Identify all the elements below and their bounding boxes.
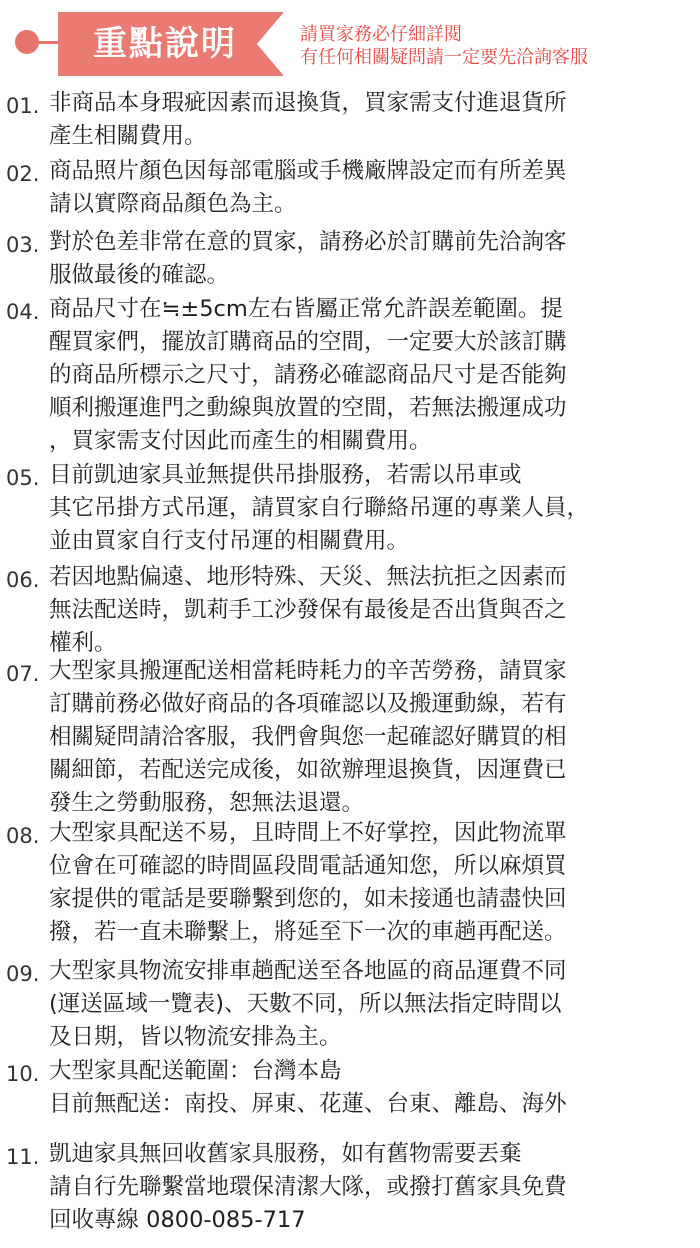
item-line: 目前無配送：南投、屏東、花蓮、台東、離島、海外 <box>49 1091 567 1117</box>
header <box>0 0 700 88</box>
item-line: (運送區域一覽表)、天數不同，所以無法指定時間以 <box>49 991 562 1017</box>
item-number: 03. <box>6 233 40 257</box>
item-text <box>49 293 689 458</box>
item-text <box>49 155 689 221</box>
item-line: 關細節，若配送完成後，如欲辦理退換貨，因運費已 <box>49 757 567 783</box>
item-line: 權利。 <box>49 630 117 656</box>
item-text <box>49 817 689 949</box>
item-line: 回收專線 0800-085-717 <box>49 1207 306 1233</box>
item-line: 對於色差非常在意的買家，請務必於訂購前先洽詢客 <box>49 229 567 255</box>
item-number: 01. <box>6 94 40 118</box>
item-line: 及日期，皆以物流安排為主。 <box>49 1024 342 1050</box>
item-line: 大型家具配送範圍：台灣本島 <box>49 1058 342 1084</box>
item-text <box>49 955 689 1054</box>
item-line: ，買家需支付因此而產生的相關費用。 <box>49 428 432 454</box>
item-number: 02. <box>6 162 40 186</box>
item-line: 凱迪家具無回收舊家具服務，如有舊物需要丟棄 <box>49 1141 522 1167</box>
item-line: 請自行先聯繫當地環保清潔大隊，或撥打舊家具免費 <box>49 1174 567 1200</box>
item-number: 08. <box>6 824 40 848</box>
item-line: 非商品本身瑕疵因素而退換貨，買家需支付進退貨所 <box>49 90 567 116</box>
page-title: 重點說明 <box>93 24 237 64</box>
item-line: 其它吊掛方式吊運，請買家自行聯絡吊運的專業人員， <box>49 495 590 521</box>
item-line: 若因地點偏遠、地形特殊、天災、無法抗拒之因素而 <box>49 564 567 590</box>
item-number: 11. <box>6 1145 40 1169</box>
item-line: 無法配送時，凱莉手工沙發保有最後是否出貨與否之 <box>49 597 567 623</box>
item-line: 家提供的電話是要聯繫到您的，如未接通也請盡快回 <box>49 886 567 912</box>
notice-line-1: 請買家務必仔細詳閱 <box>300 24 462 45</box>
item-line: 產生相關費用。 <box>49 123 207 149</box>
item-text <box>49 226 689 292</box>
item-line: 目前凱迪家具並無提供吊掛服務，若需以吊車或 <box>49 462 522 488</box>
item-line: 位會在可確認的時間區段間電話通知您，所以麻煩買 <box>49 853 567 879</box>
item-line: 大型家具物流安排車趟配送至各地區的商品運費不同 <box>49 958 567 984</box>
item-line: 請以實際商品顏色為主。 <box>49 191 297 217</box>
item-number: 10. <box>6 1062 40 1086</box>
item-text <box>49 1055 689 1121</box>
item-line: 並由買家自行支付吊運的相關費用。 <box>49 528 410 554</box>
item-text <box>49 655 689 820</box>
item-line: 訂購前務必做好商品的各項確認以及搬運動線，若有 <box>49 691 567 717</box>
item-line: 的商品所標示之尺寸，請務必確認商品尺寸是否能夠 <box>49 362 567 388</box>
item-number: 09. <box>6 962 40 986</box>
item-line: 醒買家們，擺放訂購商品的空間，一定要大於該訂購 <box>49 329 567 355</box>
item-text <box>49 459 689 558</box>
item-text <box>49 1138 689 1237</box>
item-number: 06. <box>6 568 40 592</box>
item-number: 07. <box>6 662 40 686</box>
item-line: 發生之勞動服務，恕無法退還。 <box>49 790 365 816</box>
notice-text <box>300 23 695 69</box>
item-line: 相關疑問請洽客服，我們會與您一起確認好購買的相 <box>49 724 567 750</box>
item-line: 商品照片顏色因每部電腦或手機廠牌設定而有所差異 <box>49 158 567 184</box>
item-number: 05. <box>6 466 40 490</box>
item-line: 服做最後的確認。 <box>49 262 230 288</box>
item-line: 順利搬運進門之動線與放置的空間，若無法搬運成功 <box>49 395 567 421</box>
item-line: 大型家具搬運配送相當耗時耗力的辛苦勞務，請買家 <box>49 658 567 684</box>
item-number: 04. <box>6 300 40 324</box>
item-line: 撥，若一直未聯繫上，將延至下一次的車趟再配送。 <box>49 919 567 945</box>
item-line: 商品尺寸在≒±5cm左右皆屬正常允許誤差範圍。提 <box>49 296 563 322</box>
notice-line-2: 有任何相關疑問請一定要先洽詢客服 <box>300 47 588 68</box>
item-text <box>49 561 689 660</box>
item-line: 大型家具配送不易，且時間上不好掌控，因此物流單 <box>49 820 567 846</box>
item-text <box>49 87 689 153</box>
